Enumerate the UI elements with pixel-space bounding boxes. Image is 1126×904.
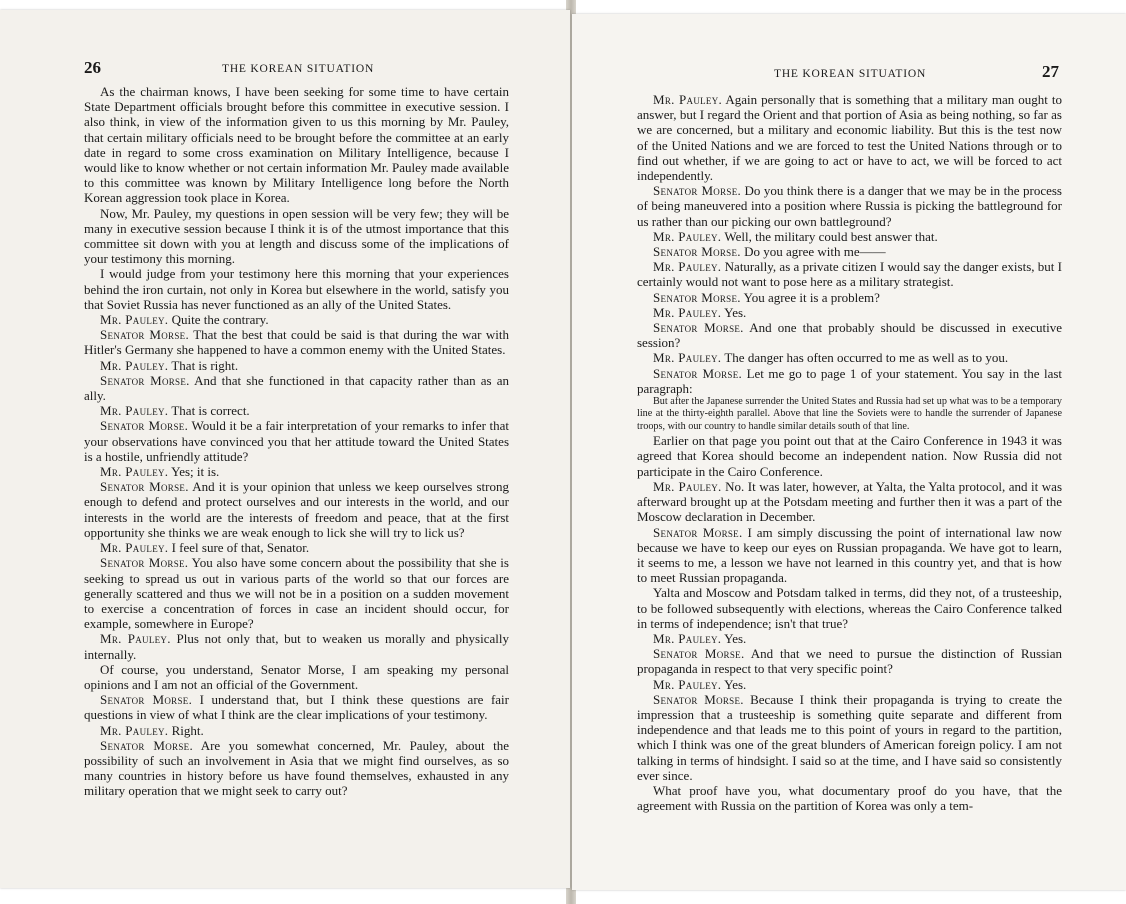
speaker-name: Mr. Pauley. <box>653 676 722 692</box>
paragraph <box>84 723 509 738</box>
paragraph-text: And one that probably should be discussed in executive session? <box>637 320 1062 351</box>
paragraph <box>637 646 1062 676</box>
paragraph-text: Are you somewhat concerned, Mr. Pauley, about the possibility of such an involvement in Asia that we might find ourselves, as so many countries in history before us have found themselves, exhausted in any military operation that we might seek to carry out? <box>84 737 509 799</box>
paragraph <box>84 403 509 418</box>
paragraph-text: As the chairman knows, I have been seeking for some time to have certain State Department officials brought before this committee in executive session. I also think, in view of the information given to us this morning by Mr. Pauley, that certain military officials need to be brought before the committee at an early date in regard to some cross examination on Military Intelligence, because I would like to know whether or not certain information Mr. Pauley made available to this committee was known by Military Intelligence long before the North Korean aggression took place in Korea. <box>84 84 509 206</box>
paragraph <box>84 358 509 373</box>
page-number: 26 <box>84 58 101 77</box>
paragraph <box>637 92 1062 183</box>
speaker-name: Mr. Pauley. <box>100 464 169 480</box>
speaker-name: Senator Morse. <box>653 244 741 260</box>
paragraph-text: Quite the contrary. <box>171 312 269 328</box>
paragraph <box>637 433 1062 479</box>
left-page <box>0 10 570 888</box>
paragraph-text: Because I think their propaganda is trying to create the impression that a trusteeship is something quite separate and different from independence and that leads me to this point of yours in regard to the partition, which I think was one of the great blunders of American foreign policy. I am not talking in terms of hindsight. I said so at the time, and I have said so consistently ever since. <box>637 691 1062 783</box>
speaker-name: Mr. Pauley. <box>653 630 722 646</box>
paragraph <box>637 290 1062 305</box>
paragraph <box>84 312 509 327</box>
paragraph <box>637 783 1062 813</box>
paragraph <box>637 585 1062 631</box>
speaker-name: Mr. Pauley. <box>653 92 723 107</box>
paragraph-text: Yalta and Moscow and Potsdam talked in terms, did they not, of a trusteeship, to be followed subsequently with elections, whereas the Cairo Conference talked in terms of independence; isn't that true? <box>637 585 1062 631</box>
paragraph <box>84 479 509 540</box>
speaker-name: Senator Morse. <box>653 365 743 381</box>
paragraph <box>637 631 1062 646</box>
page-body <box>84 84 509 799</box>
paragraph <box>84 206 509 267</box>
paragraph <box>84 266 509 312</box>
paragraph-text: Well, the military could best answer that. <box>724 228 938 244</box>
paragraph <box>637 525 1062 586</box>
speaker-name: Mr. Pauley. <box>100 540 169 556</box>
speaker-name: Mr. Pauley. <box>100 357 169 373</box>
paragraph-text: Do you agree with me—— <box>744 244 886 260</box>
paragraph <box>637 320 1062 350</box>
paragraph <box>84 464 509 479</box>
paragraph-text: I would judge from your testimony here this morning that your experiences behind the iron curtain, not only in Korea but elsewhere in the world, satisfy you that Soviet Russia has never functioned as an ally of the United States. <box>84 266 509 312</box>
paragraph-text: And that she functioned in that capacity rather than as an ally. <box>84 372 509 404</box>
paragraph <box>637 366 1062 396</box>
paragraph-text: Let me go to page 1 of your statement. You say in the last paragraph: <box>637 365 1063 396</box>
paragraph-text: Yes. <box>724 630 747 646</box>
right-page <box>572 14 1126 890</box>
speaker-name: Senator Morse. <box>100 327 189 343</box>
paragraph-text: I feel sure of that, Senator. <box>171 540 310 556</box>
speaker-name: Senator Morse. <box>653 524 743 540</box>
paragraph-text: The danger has often occurred to me as well as to you. <box>724 350 1009 366</box>
speaker-name: Mr. Pauley. <box>653 350 722 366</box>
paragraph-text: Earlier on that page you point out that at the Cairo Conference in 1943 it was agreed that Korea should become an independent nation. Now Russia did not participate in the Cairo Conference. <box>637 433 1062 479</box>
speaker-name: Senator Morse. <box>653 320 744 336</box>
block-quote <box>637 396 1062 433</box>
paragraph-text: Again personally that is something that a military man ought to answer, but I regard the Orient and that portion of Asia as being nothing, so far as we are concerned, but a military and economic liability. But this is the test now of the United Nations and we are forced to test the United Nations through or to find out whether, if we are going to act or have to act, we will be forced to act independently. <box>637 92 1062 184</box>
paragraph <box>637 677 1062 692</box>
speaker-name: Senator Morse. <box>100 555 189 571</box>
speaker-name: Senator Morse. <box>653 691 744 707</box>
paragraph-text: And it is your opinion that unless we keep ourselves strong enough to defend and protect ourselves and our interests in the world, and our interests in the world are the interests of freedom and peace, that at the first opportunity she thinks we are weak enough to lick she will try to lick us? <box>84 479 509 540</box>
paragraph-text: Right. <box>171 722 204 738</box>
speaker-name: Senator Morse. <box>653 646 745 662</box>
paragraph <box>637 692 1062 783</box>
paragraph-text: You also have some concern about the possibility that she is seeking to spread us out in various parts of the world so that our forces are generally scattered and thus we will not be in a position on a sudden movement to exercise a concentration of forces in case an incident should occur, for example, somewhere in Europe? <box>84 555 509 632</box>
speaker-name: Senator Morse. <box>100 692 193 708</box>
paragraph <box>637 350 1062 365</box>
paragraph <box>84 540 509 555</box>
paragraph <box>637 183 1062 229</box>
paragraph-text: Naturally, as a private citizen I would say the danger exists, but I certainly would not want to pose here as a military strategist. <box>637 259 1062 290</box>
speaker-name: Mr. Pauley. <box>100 631 171 647</box>
running-head: THE KOREAN SITUATION <box>774 68 927 80</box>
paragraph-text: I understand that, but I think these questions are fair questions in view of what I think are the clear implications of your testimony. <box>84 692 510 723</box>
paragraph-text: What proof have you, what documentary proof do you have, that the agreement with Russia on the partition of Korea was only a tem- <box>637 782 1062 814</box>
paragraph-text: Plus not only that, but to weaken us morally and physically internally. <box>84 631 509 662</box>
speaker-name: Mr. Pauley. <box>653 259 722 275</box>
paragraph <box>637 305 1062 320</box>
paragraph <box>84 84 509 206</box>
speaker-name: Mr. Pauley. <box>653 228 722 244</box>
speaker-name: Senator Morse. <box>653 183 742 199</box>
paragraph-text: Yes. <box>724 676 747 692</box>
paragraph-text: But after the Japanese surrender the United States and Russia had set up what was to be a temporary line at the thirty-eighth parallel. Above that line the Soviets were to handle the surrender of Japanese troops, with our country to handle similar details south of that line. <box>637 396 1062 432</box>
page-body <box>637 92 1062 813</box>
paragraph <box>637 259 1062 289</box>
paragraph-text: Yes. <box>724 304 747 320</box>
paragraph-text: No. It was later, however, at Yalta, the Yalta protocol, and it was afterward brought up at the Potsdam meeting and further then it was a part of the Moscow declaration in December. <box>637 478 1063 525</box>
paragraph <box>84 662 509 692</box>
paragraph-text: And that we need to pursue the distinction of Russian propaganda in respect to that very specific point? <box>637 646 1062 677</box>
speaker-name: Mr. Pauley. <box>653 304 722 320</box>
paragraph <box>637 479 1062 525</box>
paragraph <box>84 631 509 661</box>
paragraph-text: Of course, you understand, Senator Morse, I am speaking my personal opinions and I am not an official of the Government. <box>84 661 509 692</box>
paragraph <box>84 418 509 464</box>
paragraph <box>84 327 509 357</box>
paragraph-text: Would it be a fair interpretation of your remarks to infer that your observations have convinced you that her attitude toward the United States is a hostile, unfriendly attitude? <box>84 418 509 464</box>
speaker-name: Senator Morse. <box>100 372 190 388</box>
paragraph-text: Now, Mr. Pauley, my questions in open session will be very few; they will be many in executive session because I think it is of the utmost importance that this committee sit down with you at length and discuss some of the implications of your testimony this morning. <box>84 205 509 267</box>
paragraph <box>84 555 509 631</box>
speaker-name: Mr. Pauley. <box>100 722 169 738</box>
speaker-name: Mr. Pauley. <box>653 478 722 494</box>
paragraph-text: I am simply discussing the point of international law now because we have to keep our eyes on Russian propaganda. We have got to learn, it seems to me, a lesson we have not learned in this country yet, and that is how to meet Russian propaganda. <box>637 524 1063 586</box>
paragraph-text: You agree it is a problem? <box>743 289 880 305</box>
page-number: 27 <box>1042 62 1059 81</box>
paragraph <box>637 229 1062 244</box>
paragraph-text: That the best that could be said is that during the war with Hitler's Germany she happened to have a common enemy with the United States. <box>84 327 509 358</box>
speaker-name: Senator Morse. <box>100 737 193 753</box>
paragraph-text: Yes; it is. <box>171 464 220 480</box>
paragraph <box>637 244 1062 259</box>
speaker-name: Senator Morse. <box>653 289 741 305</box>
speaker-name: Senator Morse. <box>100 418 189 434</box>
paragraph-text: That is correct. <box>171 403 250 419</box>
paragraph <box>84 373 509 403</box>
paragraph-text: Do you think there is a danger that we may be in the process of being maneuvered into a position where Russia is picking the battleground for us rather than our picking our own battleground? <box>637 183 1062 229</box>
paragraph <box>84 692 509 722</box>
paragraph-text: That is right. <box>171 357 239 373</box>
speaker-name: Mr. Pauley. <box>100 312 169 328</box>
paragraph <box>84 738 509 799</box>
speaker-name: Senator Morse. <box>100 479 189 495</box>
speaker-name: Mr. Pauley. <box>100 403 169 419</box>
running-head: THE KOREAN SITUATION <box>222 63 375 75</box>
